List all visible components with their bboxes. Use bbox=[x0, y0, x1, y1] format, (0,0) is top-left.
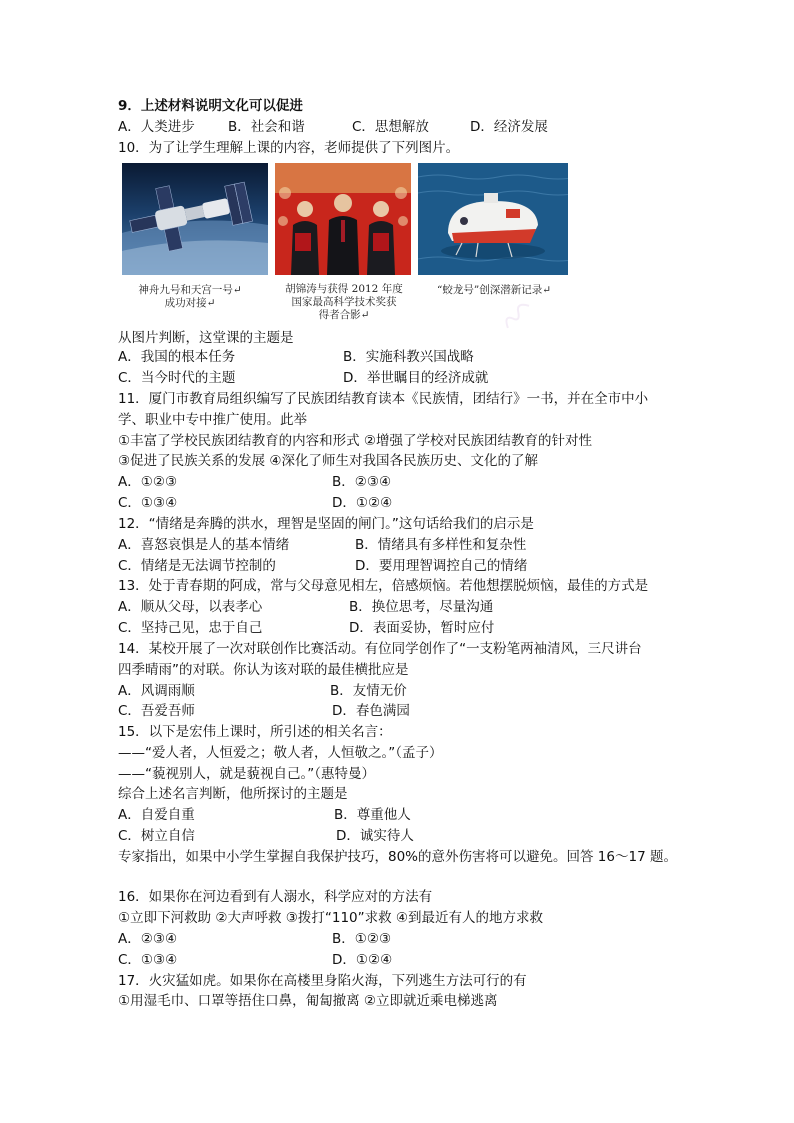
figure-3-caption-line-1: “蛟龙号”创深潜新记录↵ bbox=[436, 284, 552, 296]
q9-option-a: A．人类进步 bbox=[118, 119, 195, 135]
watermark-mark bbox=[494, 293, 539, 334]
q12-option-c: C．情绪是无法调节控制的 bbox=[118, 558, 276, 574]
q14-option-b: B．友情无价 bbox=[330, 683, 407, 699]
question-10-stem: 10．为了让学生理解上课的内容，老师提供了下列图片。 bbox=[118, 140, 460, 156]
question-15-stem: 15．以下是宏伟上课时，所引述的相关名言： bbox=[118, 724, 392, 740]
question-12-stem: 12．“情绪是奔腾的洪水，理智是坚固的闸门。”这句话给我们的启示是 bbox=[118, 516, 534, 532]
q16-option-a: A．②③④ bbox=[118, 931, 178, 947]
q14-option-a: A．风调雨顺 bbox=[118, 683, 195, 699]
q13-option-a: A．顺从父母，以表孝心 bbox=[118, 599, 263, 615]
figure-2-caption-line-1: 胡锦涛与获得 2012 年度 bbox=[285, 283, 403, 295]
q13-option-d: D．表面妥协，暂时应付 bbox=[349, 620, 495, 636]
submersible-image bbox=[418, 163, 568, 275]
question-16-stem: 16．如果你在河边看到有人溺水，科学应对的方法有 bbox=[118, 889, 433, 905]
question-14-stem-line-1: 14．某校开展了一次对联创作比赛活动。有位同学创作了“一支粉笔两袖清风，三尺讲台 bbox=[118, 641, 642, 657]
figure-2-caption-line-2: 国家最高科学技术奖获 bbox=[291, 296, 397, 308]
q9-option-d: D．经济发展 bbox=[470, 119, 548, 135]
question-15-quote-1: ——“爱人者，人恒爱之；敬人者，人恒敬之。”（孟子） bbox=[118, 745, 443, 761]
q14-option-d: D．春色满园 bbox=[332, 703, 410, 719]
figure-1-caption bbox=[132, 284, 248, 310]
question-17-statements: ①用湿毛巾、口罩等捂住口鼻，匍匐撤离 ②立即就近乘电梯逃离 bbox=[118, 993, 498, 1009]
question-15-prompt: 综合上述名言判断，他所探讨的主题是 bbox=[118, 786, 348, 802]
question-10-prompt: 从图片判断，这堂课的主题是 bbox=[118, 330, 294, 346]
q10-option-b: B．实施科教兴国战略 bbox=[343, 349, 474, 365]
q11-option-c: C．①③④ bbox=[118, 495, 178, 511]
q12-option-b: B．情绪具有多样性和复杂性 bbox=[355, 537, 527, 553]
q15-option-b: B．尊重他人 bbox=[334, 807, 411, 823]
q16-option-d: D．①②④ bbox=[332, 952, 393, 968]
q14-option-c: C．吾爱吾师 bbox=[118, 703, 195, 719]
question-17-stem: 17．火灾猛如虎。如果你在高楼里身陷火海，下列逃生方法可行的有 bbox=[118, 973, 527, 989]
figure-1-caption-line-1: 神舟九号和天宫一号↵ bbox=[138, 284, 242, 296]
q15-option-c: C．树立自信 bbox=[118, 828, 195, 844]
question-13-stem: 13．处于青春期的阿成，常与父母意见相左，倍感烦恼。若他想摆脱烦恼，最佳的方式是 bbox=[118, 578, 649, 594]
question-11-stem-line-2: 学、职业中专中推广使用。此举 bbox=[118, 412, 307, 428]
question-15-quote-2: ——“藐视别人，就是藐视自己。”（惠特曼） bbox=[118, 766, 375, 782]
q15-option-d: D．诚实待人 bbox=[336, 828, 414, 844]
q13-option-b: B．换位思考，尽量沟通 bbox=[349, 599, 494, 615]
question-11-statements-1: ①丰富了学校民族团结教育的内容和形式 ②增强了学校对民族团结教育的针对性 bbox=[118, 433, 592, 449]
questions-16-17-intro: 专家指出，如果中小学生掌握自我保护技巧，80%的意外伤害将可以避免。回答 16～17 题。 bbox=[118, 849, 677, 865]
q10-option-a: A．我国的根本任务 bbox=[118, 349, 236, 365]
q12-option-a: A．喜怒哀惧是人的基本情绪 bbox=[118, 537, 290, 553]
question-11-stem-line-1: 11．厦门市教育局组织编写了民族团结教育读本《民族情，团结行》一书，并在全市中小 bbox=[118, 391, 649, 407]
q13-option-c: C．坚持己见，忠于自己 bbox=[118, 620, 263, 636]
q10-option-d: D．举世瞩目的经济成就 bbox=[343, 370, 489, 386]
question-16-statements: ①立即下河救助 ②大声呼救 ③拨打“110”求救 ④到最近有人的地方求救 bbox=[118, 910, 544, 926]
question-14-stem-line-2: 四季晴雨”的对联。你认为该对联的最佳横批应是 bbox=[118, 662, 409, 678]
question-9-stem: 9．上述材料说明文化可以促进 bbox=[118, 98, 303, 114]
q11-option-d: D．①②④ bbox=[332, 495, 393, 511]
q11-option-a: A．①②③ bbox=[118, 474, 178, 490]
q12-option-d: D．要用理智调控自己的情绪 bbox=[355, 558, 528, 574]
question-11-statements-2: ③促进了民族关系的发展 ④深化了师生对我国各民族历史、文化的了解 bbox=[118, 453, 538, 469]
figure-2-caption bbox=[277, 283, 411, 322]
figure-1-caption-line-2: 成功对接↵ bbox=[164, 297, 216, 309]
q16-option-c: C．①③④ bbox=[118, 952, 178, 968]
figure-row bbox=[122, 163, 568, 275]
q11-option-b: B．②③④ bbox=[332, 474, 392, 490]
q10-option-c: C．当今时代的主题 bbox=[118, 370, 236, 386]
figure-3-caption bbox=[424, 284, 564, 297]
q9-option-b: B．社会和谐 bbox=[228, 119, 305, 135]
figure-2-caption-line-3: 得者合影↵ bbox=[318, 309, 370, 321]
spacecraft-docking-image bbox=[122, 163, 268, 275]
award-ceremony-image bbox=[275, 163, 411, 275]
q15-option-a: A．自爱自重 bbox=[118, 807, 195, 823]
q9-option-c: C．思想解放 bbox=[352, 119, 429, 135]
q16-option-b: B．①②③ bbox=[332, 931, 392, 947]
